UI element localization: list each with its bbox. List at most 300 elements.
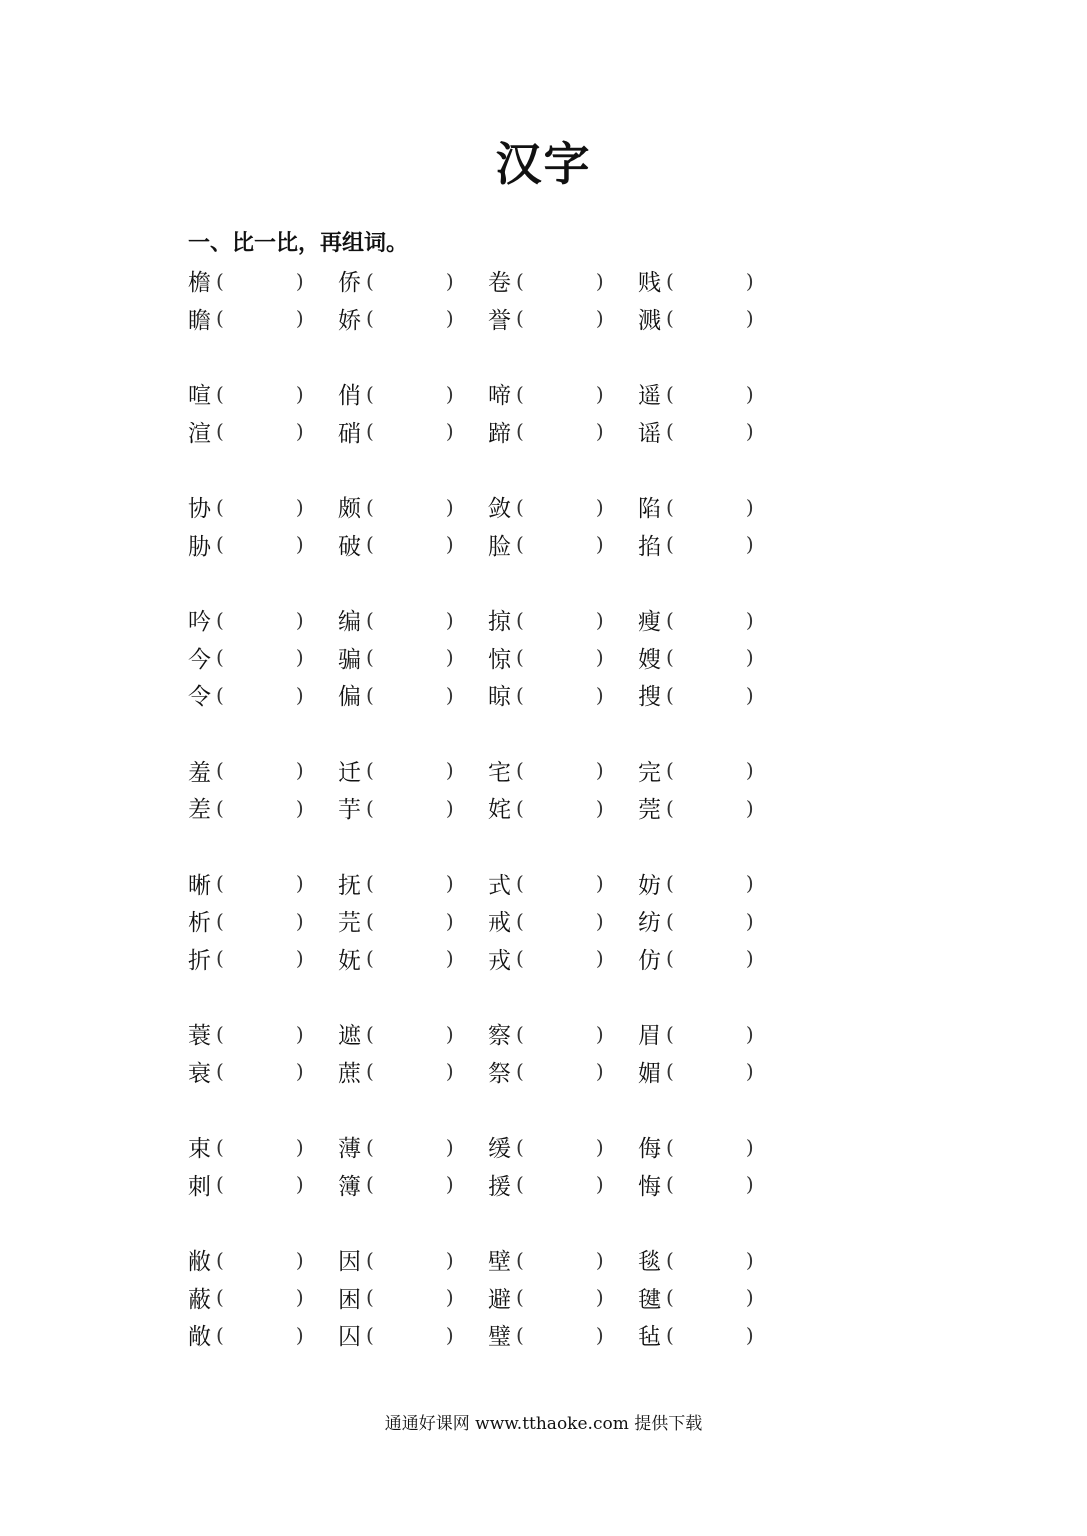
word-item [638,904,788,937]
character: 折 [188,947,211,974]
paren-close: ) [595,1172,604,1197]
paren-close: ) [295,1021,304,1046]
paren-close: ) [595,946,604,971]
word-item [488,641,638,674]
word-item [488,678,638,711]
character: 璧 [488,1324,511,1351]
word-item [188,528,338,561]
word-item [638,867,788,900]
character: 妨 [638,872,661,899]
word-item [338,1130,488,1163]
paren-close: ) [445,645,454,670]
paren-open: ( [516,758,524,783]
word-item [188,1017,338,1050]
paren-close: ) [595,908,604,933]
character: 妩 [338,947,361,974]
word-item [338,678,488,711]
word-item [338,754,488,787]
paren-close: ) [295,1322,304,1347]
character: 悔 [638,1173,661,1200]
paren-open: ( [516,306,524,331]
character: 晾 [488,684,511,711]
paren-open: ( [516,494,524,519]
paren-open: ( [216,306,224,331]
paren-open: ( [666,1059,674,1084]
paren-close: ) [445,1172,454,1197]
character: 敞 [188,1324,211,1351]
section-heading: 一、比一比，再组词。 [188,231,409,256]
paren-open: ( [666,419,674,444]
exercise-row [188,1241,888,1279]
paren-close: ) [295,908,304,933]
paren-close: ) [445,1021,454,1046]
exercise-group [188,262,888,337]
paren-open: ( [216,268,224,293]
word-item [488,302,638,335]
character: 羞 [188,759,211,786]
word-item [488,1168,638,1201]
character: 抚 [338,872,361,899]
exercise-row [188,300,888,338]
word-item [338,641,488,674]
exercise-row [188,262,888,300]
paren-open: ( [366,645,374,670]
character: 姹 [488,797,511,824]
paren-open: ( [216,1322,224,1347]
paren-open: ( [216,758,224,783]
paren-close: ) [295,1059,304,1084]
character: 瞻 [188,307,211,334]
character: 偏 [338,684,361,711]
paren-close: ) [295,871,304,896]
word-item [338,867,488,900]
word-item [338,1243,488,1276]
word-item [638,942,788,975]
word-item [488,415,638,448]
word-item [488,528,638,561]
paren-open: ( [666,532,674,557]
paren-close: ) [745,381,754,406]
character: 芫 [338,910,361,937]
character: 遮 [338,1023,361,1050]
paren-close: ) [295,381,304,406]
paren-close: ) [745,682,754,707]
paren-close: ) [445,682,454,707]
exercise-row [188,1166,888,1204]
character: 缓 [488,1136,511,1163]
paren-close: ) [745,1059,754,1084]
character: 瘦 [638,609,661,636]
character: 蓑 [188,1023,211,1050]
paren-close: ) [745,1172,754,1197]
paren-close: ) [595,1322,604,1347]
paren-open: ( [216,1021,224,1046]
word-item [188,791,338,824]
paren-close: ) [595,645,604,670]
paren-open: ( [516,1059,524,1084]
word-item [488,1243,638,1276]
paren-open: ( [666,1021,674,1046]
word-item [188,678,338,711]
paren-close: ) [745,908,754,933]
paren-close: ) [745,871,754,896]
character: 蔽 [188,1286,211,1313]
paren-close: ) [745,645,754,670]
character: 刺 [188,1173,211,1200]
paren-open: ( [216,908,224,933]
word-item [488,942,638,975]
exercise-row [188,1279,888,1317]
character: 卷 [488,270,511,297]
paren-open: ( [666,381,674,406]
character: 仿 [638,947,661,974]
paren-open: ( [366,419,374,444]
paren-open: ( [216,494,224,519]
word-item [488,490,638,523]
character: 破 [338,533,361,560]
paren-open: ( [516,908,524,933]
word-item [488,904,638,937]
paren-open: ( [216,645,224,670]
paren-open: ( [216,607,224,632]
paren-close: ) [745,1021,754,1046]
paren-close: ) [295,1247,304,1272]
exercise-group [188,752,888,827]
word-item [488,1055,638,1088]
paren-open: ( [666,1134,674,1159]
character: 硝 [338,420,361,447]
character: 协 [188,496,211,523]
character: 贱 [638,270,661,297]
word-item [638,1318,788,1351]
exercise-group [188,1015,888,1090]
character: 宅 [488,759,511,786]
character: 蔗 [338,1060,361,1087]
paren-open: ( [366,1247,374,1272]
character: 娇 [338,307,361,334]
paren-close: ) [295,1285,304,1310]
paren-open: ( [516,1285,524,1310]
word-item [488,754,638,787]
paren-close: ) [595,381,604,406]
word-item [188,603,338,636]
word-item [188,904,338,937]
word-item [188,1168,338,1201]
paren-close: ) [295,494,304,519]
character: 喧 [188,383,211,410]
paren-close: ) [595,1285,604,1310]
paren-close: ) [445,1322,454,1347]
paren-open: ( [516,682,524,707]
paren-open: ( [666,645,674,670]
paren-open: ( [666,306,674,331]
paren-open: ( [666,795,674,820]
character: 束 [188,1136,211,1163]
character: 祭 [488,1060,511,1087]
paren-close: ) [295,758,304,783]
paren-close: ) [445,1134,454,1159]
paren-open: ( [366,871,374,896]
character: 遥 [638,383,661,410]
exercise-row [188,1053,888,1091]
paren-open: ( [516,1021,524,1046]
word-item [188,490,338,523]
exercise-group [188,488,888,563]
paren-close: ) [445,1285,454,1310]
word-item [338,942,488,975]
exercise-row [188,940,888,978]
paren-open: ( [666,268,674,293]
word-item [638,1243,788,1276]
word-item [638,603,788,636]
character: 媚 [638,1060,661,1087]
paren-open: ( [516,645,524,670]
paren-open: ( [516,1134,524,1159]
word-item [188,1130,338,1163]
character: 囚 [338,1324,361,1351]
character: 渲 [188,420,211,447]
paren-close: ) [595,871,604,896]
character: 胁 [188,533,211,560]
word-item [188,754,338,787]
word-item [488,1130,638,1163]
paren-close: ) [445,306,454,331]
paren-open: ( [516,1247,524,1272]
paren-close: ) [445,908,454,933]
paren-close: ) [595,795,604,820]
character: 薄 [338,1136,361,1163]
paren-open: ( [666,758,674,783]
word-item [338,791,488,824]
word-item [338,415,488,448]
paren-close: ) [445,494,454,519]
paren-open: ( [666,1247,674,1272]
word-item [338,377,488,410]
character: 毡 [638,1324,661,1351]
paren-open: ( [216,1285,224,1310]
word-item [488,377,638,410]
exercise-row [188,1015,888,1053]
character: 避 [488,1286,511,1313]
character: 吟 [188,609,211,636]
exercise-row [188,526,888,564]
paren-close: ) [595,1021,604,1046]
paren-open: ( [516,946,524,971]
character: 檐 [188,270,211,297]
paren-close: ) [445,871,454,896]
exercise-row [188,413,888,451]
exercise-row [188,902,888,940]
paren-close: ) [445,607,454,632]
paren-close: ) [445,1247,454,1272]
paren-close: ) [595,682,604,707]
paren-close: ) [745,419,754,444]
paren-close: ) [295,1172,304,1197]
word-item [638,1281,788,1314]
paren-open: ( [366,908,374,933]
word-item [338,302,488,335]
character: 今 [188,646,211,673]
paren-close: ) [445,795,454,820]
paren-close: ) [745,1285,754,1310]
word-item [488,1318,638,1351]
paren-close: ) [745,946,754,971]
paren-close: ) [745,494,754,519]
word-item [488,1281,638,1314]
word-item [188,1318,338,1351]
paren-open: ( [216,871,224,896]
paren-open: ( [516,607,524,632]
character: 颇 [338,496,361,523]
paren-open: ( [366,532,374,557]
exercise-group [188,1128,888,1203]
word-item [188,415,338,448]
word-item [638,791,788,824]
exercise-group [188,865,888,978]
character: 侮 [638,1136,661,1163]
paren-close: ) [595,1134,604,1159]
word-item [488,867,638,900]
word-item [338,603,488,636]
word-item [638,264,788,297]
word-item [638,377,788,410]
paren-open: ( [666,1322,674,1347]
character: 陷 [638,496,661,523]
paren-close: ) [745,1134,754,1159]
character: 困 [338,1286,361,1313]
word-item [638,1168,788,1201]
character: 啼 [488,383,511,410]
paren-open: ( [216,532,224,557]
paren-open: ( [516,532,524,557]
exercise-row [188,789,888,827]
paren-open: ( [666,494,674,519]
character: 析 [188,910,211,937]
word-item [338,528,488,561]
word-item [188,867,338,900]
character: 晰 [188,872,211,899]
paren-close: ) [295,268,304,293]
character: 令 [188,684,211,711]
character: 掐 [638,533,661,560]
exercise-row [188,639,888,677]
character: 因 [338,1249,361,1276]
paren-close: ) [595,494,604,519]
paren-close: ) [745,1322,754,1347]
paren-close: ) [595,306,604,331]
page-title: 汉字 [495,137,592,191]
paren-open: ( [366,607,374,632]
exercise-row [188,752,888,790]
exercise-row [188,1316,888,1354]
word-item [488,264,638,297]
paren-close: ) [295,607,304,632]
paren-close: ) [595,268,604,293]
character: 纺 [638,910,661,937]
word-item [638,528,788,561]
character: 察 [488,1023,511,1050]
paren-open: ( [366,268,374,293]
word-item [638,641,788,674]
word-item [188,641,338,674]
paren-close: ) [445,381,454,406]
paren-open: ( [366,306,374,331]
character: 搜 [638,684,661,711]
word-item [488,791,638,824]
paren-open: ( [216,381,224,406]
paren-close: ) [445,1059,454,1084]
character: 惊 [488,646,511,673]
word-item [188,264,338,297]
word-item [338,904,488,937]
paren-open: ( [666,1285,674,1310]
character: 差 [188,797,211,824]
paren-open: ( [366,946,374,971]
character: 芋 [338,797,361,824]
paren-close: ) [745,268,754,293]
paren-open: ( [216,682,224,707]
paren-close: ) [295,532,304,557]
word-item [338,1281,488,1314]
word-item [188,1281,338,1314]
paren-open: ( [366,1322,374,1347]
paren-open: ( [516,381,524,406]
paren-open: ( [216,1247,224,1272]
footer-text: 通通好课网 www.tthaoke.com 提供下载 [384,1414,703,1434]
character: 掠 [488,609,511,636]
paren-open: ( [366,682,374,707]
character: 毯 [638,1249,661,1276]
paren-open: ( [366,494,374,519]
character: 完 [638,759,661,786]
character: 莞 [638,797,661,824]
exercise-row [188,676,888,714]
paren-close: ) [595,758,604,783]
paren-close: ) [295,682,304,707]
paren-open: ( [516,1172,524,1197]
paren-close: ) [295,795,304,820]
exercise-row [188,1128,888,1166]
character: 敝 [188,1249,211,1276]
paren-close: ) [445,532,454,557]
paren-close: ) [445,419,454,444]
paren-open: ( [216,1172,224,1197]
paren-close: ) [745,532,754,557]
word-item [638,678,788,711]
word-item [638,754,788,787]
paren-close: ) [445,268,454,293]
paren-close: ) [295,419,304,444]
character: 编 [338,609,361,636]
paren-open: ( [516,871,524,896]
paren-open: ( [216,1134,224,1159]
paren-open: ( [366,381,374,406]
paren-close: ) [745,607,754,632]
word-item [188,1055,338,1088]
paren-open: ( [516,419,524,444]
character: 壁 [488,1249,511,1276]
word-item [638,415,788,448]
character: 援 [488,1173,511,1200]
exercise-row [188,865,888,903]
paren-close: ) [745,306,754,331]
character: 俏 [338,383,361,410]
paren-open: ( [366,795,374,820]
character: 敛 [488,496,511,523]
character: 毽 [638,1286,661,1313]
paren-open: ( [666,1172,674,1197]
paren-open: ( [366,1021,374,1046]
